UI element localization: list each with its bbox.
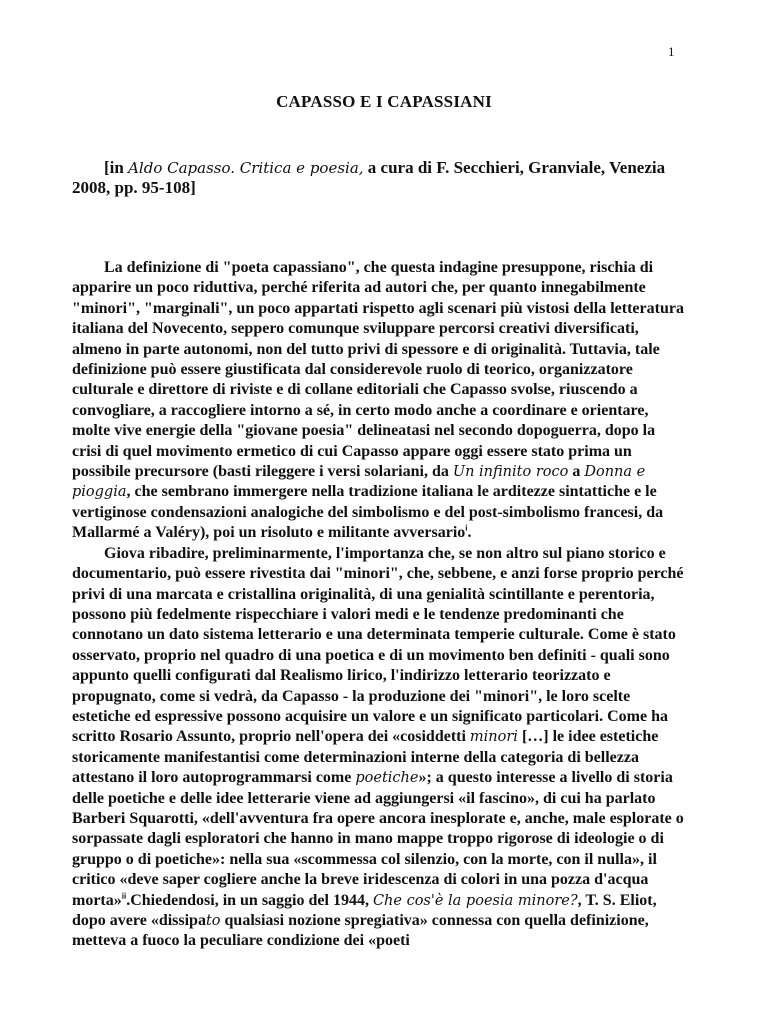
paragraph-2-text-d: .Chiedendosi, in un saggio del 1944, [126, 891, 373, 909]
citation-book: Aldo Capasso. Critica e poesia, [128, 159, 364, 177]
paragraph-2-italic-3: Che cos'è la poesia minore? [372, 892, 578, 909]
paragraph-2-text-a: Giova ribadire, preliminarmente, l'importanza che, se non altro sul piano storico e documentario, può essere rivestita dai "minori", che, sebbene, e anzi forse proprio perché privi di una marcata e cristallina originalità, di una genialità scintillante e perentoria, possono più fedelmente rispecchiare i valori medi e le tendenze predominanti che connotano un dato sistema letterario e una determinata temperie culturale. Come è stato osservato, proprio nel quadro di una poetica e di un movimento ben definiti - quali sono appunto quelli configurati dal Realismo lirico, l'indirizzo letterario teorizzato e propugnato, come si vedrà, da Capasso - la produzione dei "minori", le loro scelte estetiche ed espressive possono acquisire un valore e un significato particolari. Come ha scritto Rosario Assunto, proprio nell'opera dei «cosiddetti [72, 544, 684, 746]
paragraph-1 [72, 258, 684, 544]
body-text [72, 258, 684, 952]
citation-suffix: a cura di F. Secchieri, Granviale, Venezia 2008, pp. 95-108] [72, 158, 666, 197]
footnote-marker-ii[interactable]: ii [121, 891, 127, 901]
paragraph-1-text-c: , che sembrano immergere nella tradizione italiana le arditezze sintattiche e le vertiginose condensazioni analogiche del simbolismo e del post-simbolismo francesi, da Mallarmé a Valéry), poi un risoluto e militante avversario [72, 483, 664, 542]
page-title: CAPASSO E I CAPASSIANI [276, 92, 492, 111]
paragraph-1-italic-2: Donna e pioggia [72, 464, 646, 501]
paragraph-2-text-c: »; a questo interesse a livello di storia delle poetiche e delle idee letterarie viene ad aggiungersi «il fascino», di cui ha parlato Barberi Squarotti, «dell'avventura fra opere ancora inesplorate e, anche, male esplorate o sorpassate dagli esploratori che hanno in mano mappe troppo rigorose di ideologie o di gruppo o di poetiche»: nella sua «scommessa col silenzio, con la morte, con il nulla», il critico «deve saper cogliere anche la breve iridescenza di colori in una pozza d'acqua morta» [72, 769, 684, 909]
paragraph-2-italic-4: to [205, 913, 221, 929]
paragraph-2-italic-2: poetiche [355, 770, 419, 787]
citation-prefix: [in [104, 158, 129, 177]
paragraph-1-text-a: La definizione di "poeta capassiano", che questa indagine presuppone, rischia di apparire un poco riduttiva, perché riferita ad autori che, per quanto innegabilmente "minori", "marginali", un poco appartati rispetto agli scenari più vistosi della letteratura italiana del Novecento, seppero comunque sviluppare percorsi creativi diversificati, almeno in parte autonomi, non del tutto privi di spessore e di originalità. Tuttavia, tale definizione può essere giustificata dal considerevole ruolo di teorico, organizzatore culturale e direttore di riviste e di collane editoriali che Capasso svolse, riuscendo a convogliare, a raccogliere intorno a sé, in certo modo anche a coordinare e orientare, molte vive energie della "giovane poesia" delineatasi nel secondo dopoguerra, dopo la crisi di quel movimento ermetico di cui Capasso appare oggi essere stato prima un possibile precursore (basti rileggere i versi solariani, da [72, 259, 684, 481]
paragraph-1-italic-1: Un infinito roco [452, 464, 569, 481]
page-number: 1 [668, 44, 675, 59]
paragraph-1-text-b: a [568, 463, 585, 481]
citation [72, 158, 672, 198]
paragraph-2-text-b: […] le idee estetiche storicamente manifestantisi come determinazioni interne della categoria di bellezza attestano il loro autoprogrammarsi come [72, 728, 659, 787]
paragraph-2-italic-1: minori [469, 729, 518, 746]
footnote-marker-i[interactable]: i [465, 523, 468, 533]
paragraph-2-text-f: qualsiasi nozione spregiativa» connessa con quella definizione, metteva a fuoco la peculiare condizione dei «poeti [72, 912, 649, 950]
paragraph-2 [72, 544, 684, 952]
paragraph-2-text-e: , T. S. Eliot, dopo avere «dissipa [72, 891, 657, 929]
paragraph-1-text-d: . [467, 524, 472, 542]
